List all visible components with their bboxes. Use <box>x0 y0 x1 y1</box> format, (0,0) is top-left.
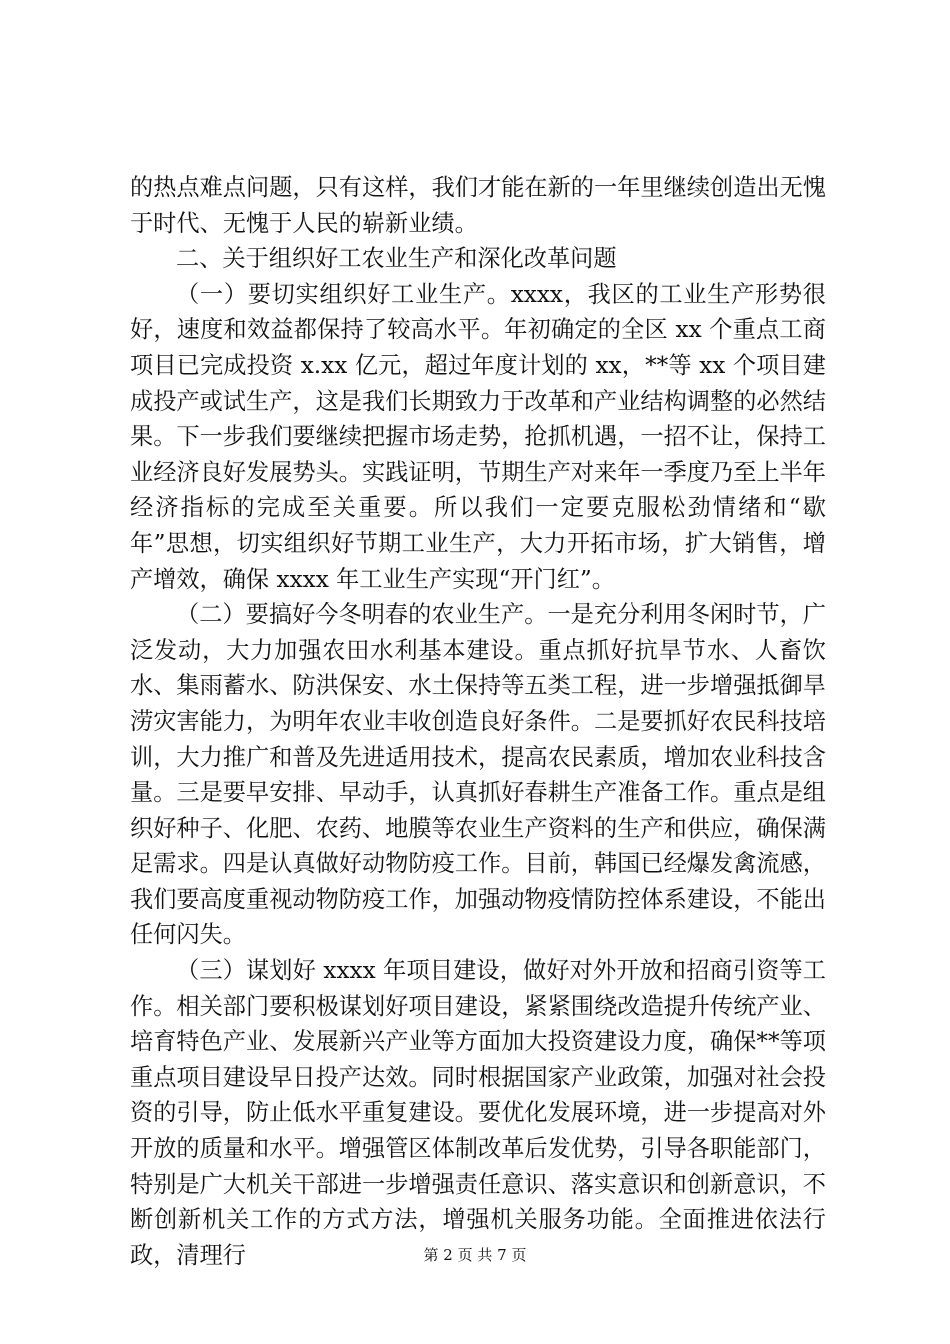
document-body <box>130 170 826 1273</box>
section-heading: 二、关于组织好工农业生产和深化改革问题 <box>176 245 617 273</box>
page-footer: 第 2 页 共 7 页 <box>423 1246 527 1264</box>
paragraph-agriculture: （二）要搞好今冬明春的农业生产。一是充分利用冬闲时节，广泛发动，大力加强农田水利基本建设。重点抓好抗旱节水、人畜饮水、集雨蓄水、防洪保安、水土保持等五类工程，进一步增强抵御旱涝灾害能力，为明年农业丰收创造良好条件。二是要抓好农民科技培训，大力推广和普及先进适用技术，提高农民素质，增加农业科技含量。三是要早安排、早动手，认真抓好春耕生产准备工作。重点是组织好种子、化肥、农药、地膜等农业生产资料的生产和供应，确保满足需求。四是认真做好动物防疫工作。目前，韩国已经爆发禽流感，我们要高度重视动物防疫工作，加强动物疫情防控体系建设，不能出任何闪失。 <box>130 601 826 949</box>
paragraph-continuation: 的热点难点问题，只有这样，我们才能在新的一年里继续创造出无愧于时代、无愧于人民的崭新业绩。 <box>130 174 826 237</box>
paragraph-projects: （三）谋划好 xxxx 年项目建设，做好对外开放和招商引资等工作。相关部门要积极谋划好项目建设，紧紧围绕改造提升传统产业、培育特色产业、发展新兴产业等方面加大投资建设力度，确保**等项重点项目建设早日投产达效。同时根据国家产业政策，加强对社会投资的引导，防止低水平重复建设。要优化发展环境，进一步提高对外开放的质量和水平。增强管区体制改革后发优势，引导各职能部门，特别是广大机关干部进一步增强责任意识、落实意识和创新意识，不断创新机关工作的方式方法，增强机关服务功能。全面推进依法行政，清理行 <box>130 957 826 1269</box>
paragraph-industry: （一）要切实组织好工业生产。xxxx，我区的工业生产形势很好，速度和效益都保持了较高水平。年初确定的全区 xx 个重点工商项目已完成投资 x.xx 亿元，超过年度计划的 xx，**等 xx 个项目建成投产或试生产，这是我们长期致力于改革和产业结构调整的必然结果。下一步我们要继续把握市场走势，抢抓机遇，一招不让，保持工业经济良好发展势头。实践证明，节期生产对来年一季度乃至上半年经济指标的完成至关重要。所以我们一定要克服松劲情绪和“歇年”思想，切实组织好节期工业生产，大力开拓市场，扩大销售，增产增效，确保 xxxx 年工业生产实现“开门红”。 <box>130 280 826 593</box>
